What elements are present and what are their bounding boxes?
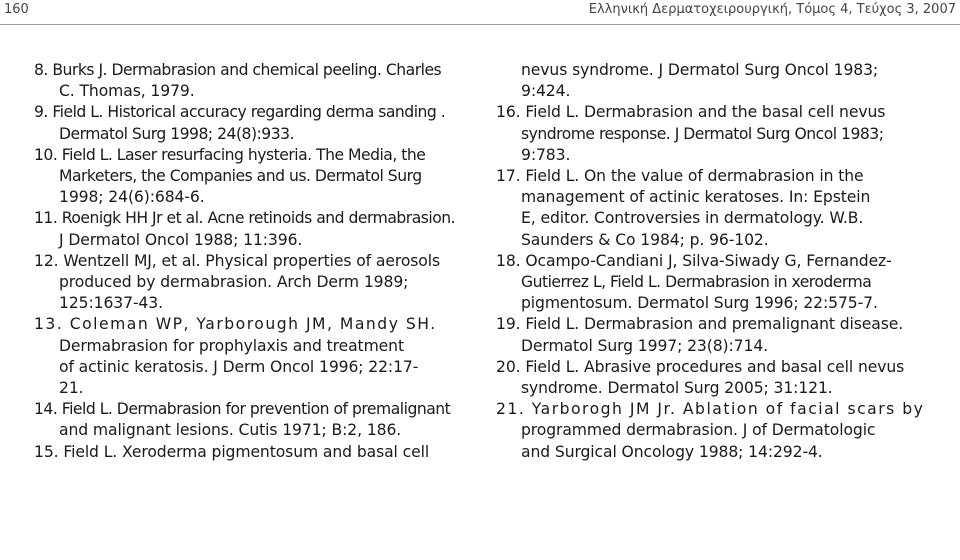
reference-line: syndrome. Dermatol Surg 2005; 31:121.	[521, 379, 833, 398]
references-left-column	[34, 60, 474, 463]
reference-line: 12. Wentzell MJ, et al. Physical properties of aerosols	[34, 251, 440, 270]
reference-line: and malignant lesions. Cutis 1971; B:2, 186.	[59, 421, 402, 440]
reference-line: 18. Ocampo-Candiani J, Silva-Siwady G, Fernandez-	[496, 251, 892, 270]
reference-line: programmed dermabrasion. J of Dermatologic	[521, 421, 876, 440]
reference-line: pigmentosum. Dermatol Surg 1996; 22:575-7.	[521, 294, 878, 313]
reference-line: 21. Yarborogh JM Jr. Ablation of facial scars by	[496, 400, 925, 419]
reference-line: Gutierrez L, Field L. Dermabrasion in xeroderma	[521, 273, 872, 292]
reference-line: 19. Field L. Dermabrasion and premalignant disease.	[496, 315, 904, 334]
reference-line: 14. Field L. Dermabrasion for prevention of premalignant	[34, 400, 451, 419]
page-number: 160	[4, 2, 29, 17]
reference-line: and Surgical Oncology 1988; 14:292-4.	[521, 442, 823, 461]
reference-line: management of actinic keratoses. In: Epstein	[521, 188, 871, 207]
reference-line: syndrome response. J Dermatol Surg Oncol 1983;	[521, 124, 884, 143]
reference-line: 9:424.	[521, 82, 571, 101]
references-right-column	[496, 60, 936, 463]
reference-line: C. Thomas, 1979.	[59, 82, 195, 101]
reference-line: 9:783.	[521, 145, 571, 164]
reference-line: Dermatol Surg 1998; 24(8):933.	[59, 124, 295, 143]
reference-line: 10. Field L. Laser resurfacing hysteria. The Media, the	[34, 145, 426, 164]
header-rule	[0, 24, 960, 25]
reference-line: Marketers, the Companies and us. Dermatol Surg	[59, 167, 422, 186]
journal-header: Ελληνική Δερματοχειρουργική, Τόμος 4, Τεύχος 3, 2007	[588, 2, 956, 17]
reference-line: 1998; 24(6):684-6.	[59, 188, 205, 207]
reference-line: Dermatol Surg 1997; 23(8):714.	[521, 336, 769, 355]
reference-line: J Dermatol Oncol 1988; 11:396.	[59, 230, 303, 249]
reference-line: nevus syndrome. J Dermatol Surg Oncol 1983;	[521, 61, 879, 79]
reference-line: 17. Field L. On the value of dermabrasion in the	[496, 167, 864, 186]
reference-line: 11. Roenigk HH Jr et al. Acne retinoids and dermabrasion.	[34, 209, 456, 228]
reference-line: 125:1637-43.	[59, 294, 163, 313]
reference-line: 9. Field L. Historical accuracy regarding derma sanding .	[34, 103, 446, 122]
reference-line: Dermabrasion for prophylaxis and treatment	[59, 336, 404, 355]
reference-line: 20. Field L. Abrasive procedures and basal cell nevus	[496, 357, 905, 376]
reference-line: 15. Field L. Xeroderma pigmentosum and basal cell	[34, 442, 430, 461]
reference-line: 16. Field L. Dermabrasion and the basal cell nevus	[496, 103, 886, 122]
reference-line: 21.	[59, 379, 84, 398]
reference-line: 13. Coleman WP, Yarborough JM, Mandy SH.	[34, 315, 437, 334]
reference-line: Saunders & Co 1984; p. 96-102.	[521, 230, 769, 249]
reference-line: 8. Burks J. Dermabrasion and chemical peeling. Charles	[34, 61, 442, 79]
reference-line: of actinic keratosis. J Derm Oncol 1996; 22:17-	[59, 357, 419, 376]
reference-line: E, editor. Controversies in dermatology. W.B.	[521, 209, 864, 228]
reference-line: produced by dermabrasion. Arch Derm 1989;	[59, 273, 409, 292]
